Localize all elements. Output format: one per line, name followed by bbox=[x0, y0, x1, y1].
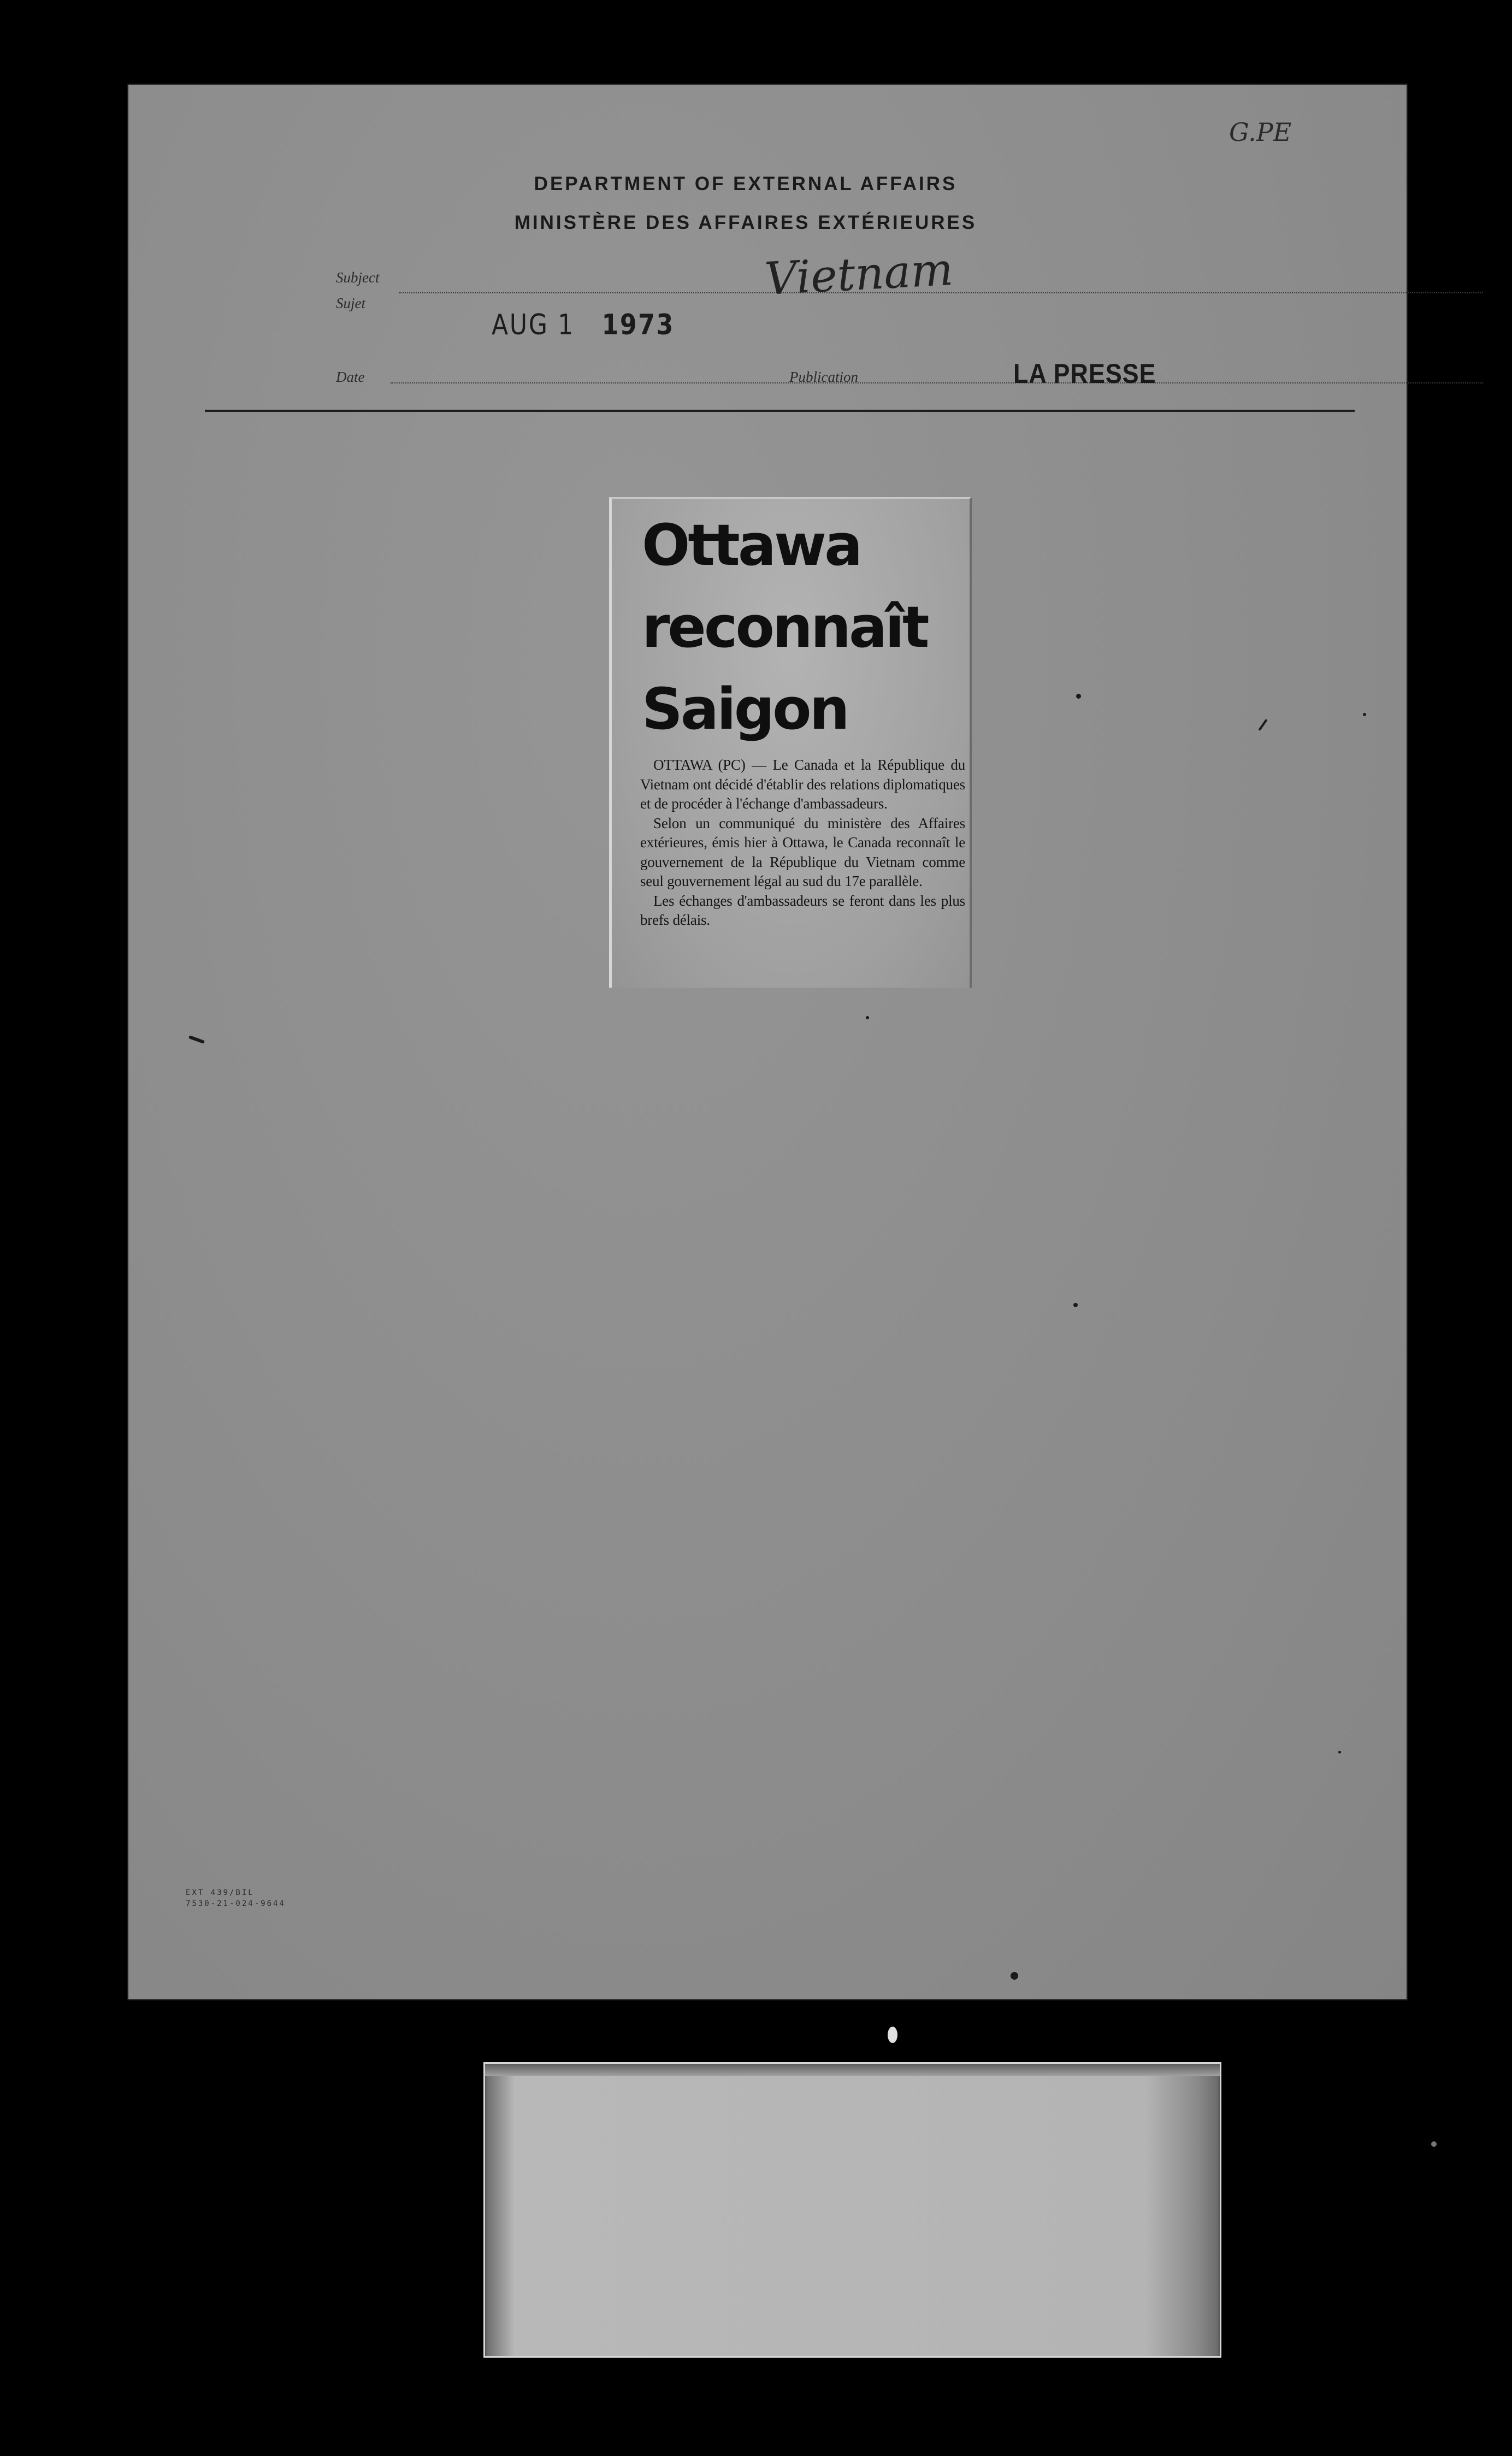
date-stamp-year: 1973 bbox=[601, 309, 675, 341]
dust-speck bbox=[866, 1016, 869, 1019]
article-paragraph-1: OTTAWA (PC) — Le Canada et la République du Vietnam ont décidé d'établir des relations diplomatiques et de procéder à l'échange d'ambassadeurs. bbox=[640, 757, 965, 812]
date-stamp bbox=[492, 309, 675, 341]
subject-value-handwritten: Vietnam bbox=[763, 244, 955, 305]
document-sheet bbox=[128, 85, 1407, 1999]
department-name-french: MINISTÈRE DES AFFAIRES EXTÉRIEURES bbox=[514, 212, 977, 233]
form-code-line-1: EXT 439/BIL bbox=[186, 1888, 255, 1897]
publication-value: LA PRESSE bbox=[1013, 358, 1156, 389]
dust-speck bbox=[1011, 1972, 1018, 1980]
sujet-label: Sujet bbox=[336, 295, 365, 311]
subject-label: Subject bbox=[336, 269, 380, 286]
film-strip-edge bbox=[485, 2064, 1220, 2076]
blank-film-strip bbox=[483, 2062, 1221, 2358]
dust-speck bbox=[1076, 694, 1081, 699]
form-code-line-2: 7530-21-024-9644 bbox=[186, 1899, 286, 1908]
headline-line-2: reconnaît bbox=[642, 594, 928, 660]
dust-speck bbox=[1338, 1751, 1341, 1754]
dust-speck bbox=[1073, 1303, 1078, 1307]
date-stamp-month-day: AUG 1 bbox=[492, 309, 575, 341]
dust-speck bbox=[188, 1035, 205, 1044]
department-name-english: DEPARTMENT OF EXTERNAL AFFAIRS bbox=[534, 173, 958, 194]
article-body bbox=[640, 755, 965, 930]
headline-line-3: Saigon bbox=[642, 676, 848, 742]
article-paragraph-3: Les échanges d'ambassadeurs se feront dans les plus brefs délais. bbox=[640, 892, 965, 928]
dust-speck bbox=[1363, 713, 1366, 716]
article-paragraph-2: Selon un communiqué du ministère des Affaires extérieures, émis hier à Ottawa, le Canada reconnaît le gouvernement de la République du Vietnam comme seul gouvernement légal au sud du 17e parallèle. bbox=[640, 814, 965, 889]
publication-label: Publication bbox=[789, 369, 858, 385]
form-code bbox=[186, 1887, 286, 1909]
date-label: Date bbox=[336, 369, 365, 385]
film-spot bbox=[1431, 2141, 1437, 2147]
film-spot bbox=[888, 2027, 897, 2043]
clipping-headline bbox=[642, 504, 964, 750]
dust-speck bbox=[1258, 719, 1267, 731]
newspaper-clipping bbox=[609, 497, 972, 988]
header-rule bbox=[205, 410, 1355, 412]
headline-line-1: Ottawa bbox=[642, 512, 861, 578]
corner-handwritten-mark: G.PE bbox=[1229, 117, 1292, 147]
date-line bbox=[391, 382, 1483, 383]
